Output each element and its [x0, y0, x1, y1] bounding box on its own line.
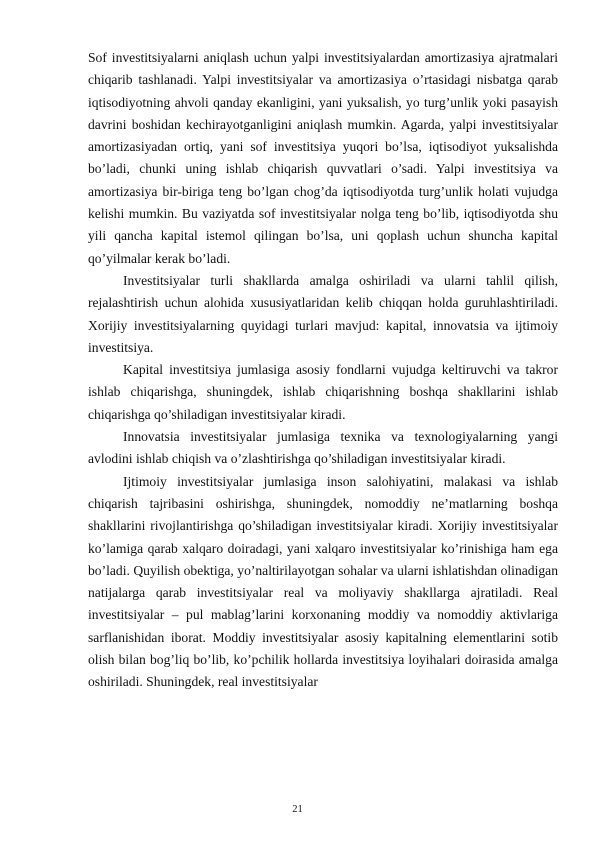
body-text — [88, 47, 558, 694]
paragraph-innovation-investment: Innovatsia investitsiyalar jumlasiga texnika va texnologiyalarning yangi avlodini ishlab chiqish va o’zlashtirishga qo’shiladigan investitsiyalar kiradi. — [88, 429, 558, 467]
paragraph-social-investment: Ijtimoiy investitsiyalar jumlasiga inson salohiyatini, malakasi va ishlab chiqarish tajribasini oshirishga, shuningdek, nomoddiy ne’matlarning boshqa shakllarini rivojlantirishga qo’shiladigan investitsiyalar kiradi. Xorijiy investitsiyalar ko’lamiga qarab xalqaro doiradagi, yani xalqaro investitsiyalar ko’rinishiga ham ega bo’ladi. Quyilish obektiga, yo’naltirilayotgan sohalar va ularni ishlatishdan olinadigan natijalarga qarab investitsiyalar real va moliyaviy shakllarga ajratiladi. Real investitsiyalar – pul mablag’larini korxonaning moddiy va nomoddiy aktivlariga sarflanishidan iborat. Moddiy investitsiyalar asosiy kapitalning elementlarini sotib olish bilan bog’liq bo’lib, ko’pchilik hollarda investitsiya loyihalari doirasida amalga oshiriladi. Shuningdek, real investitsiyalar — [88, 473, 558, 690]
page-number: 21 — [292, 804, 303, 815]
paragraph-net-investment: Sof investitsiyalarni aniqlash uchun yalpi investitsiyalardan amortizasiya ajratmalari chiqarib tashlanadi. Yalpi investitsiyalar va amortizasiya o’rtasidagi nisbatga qarab iqtisodiyotning ahvoli qanday ekanligini, yani yuksalish, yo turg’unlik yoki pasayish davrini boshidan kechirayotganligini aniqlash mumkin. Agarda, yalpi investitsiyalar amortizasiyadan ortiq, yani sof investitsiya yuqori bo’lsa, iqtisodiyot yuksalishda bo’ladi, chunki uning ishlab chiqarish quvvatlari o’sadi. Yalpi investitsiya va amortizasiya bir-biriga teng bo’lgan chog’da iqtisodiyotda turg’unlik holati vujudga kelishi mumkin. Bu vaziyatda sof investitsiyalar nolga teng bo’lib, iqtisodiyotda shu yili qancha kapital istemol qilingan bo’lsa, uni qoplash uchun shuncha kapital qo’yilmalar kerak bo’ladi. — [88, 50, 558, 266]
paragraph-capital-investment: Kapital investitsiya jumlasiga asosiy fondlarni vujudga keltiruvchi va takror ishlab chiqarishga, shuningdek, ishlab chiqarishning boshqa shakllarini ishlab chiqarishga qo’shiladigan investitsiyalar kiradi. — [88, 362, 558, 422]
paragraph-investment-forms: Investitsiyalar turli shakllarda amalga oshiriladi va ularni tahlil qilish, rejalashtirish uchun alohida xususiyatlaridan kelib chiqqan holda guruhlashtiriladi. Xorijiy investitsiyalarning quyidagi turlari mavjud: kapital, innovatsia va ijtimoiy investitsiya. — [88, 272, 558, 355]
